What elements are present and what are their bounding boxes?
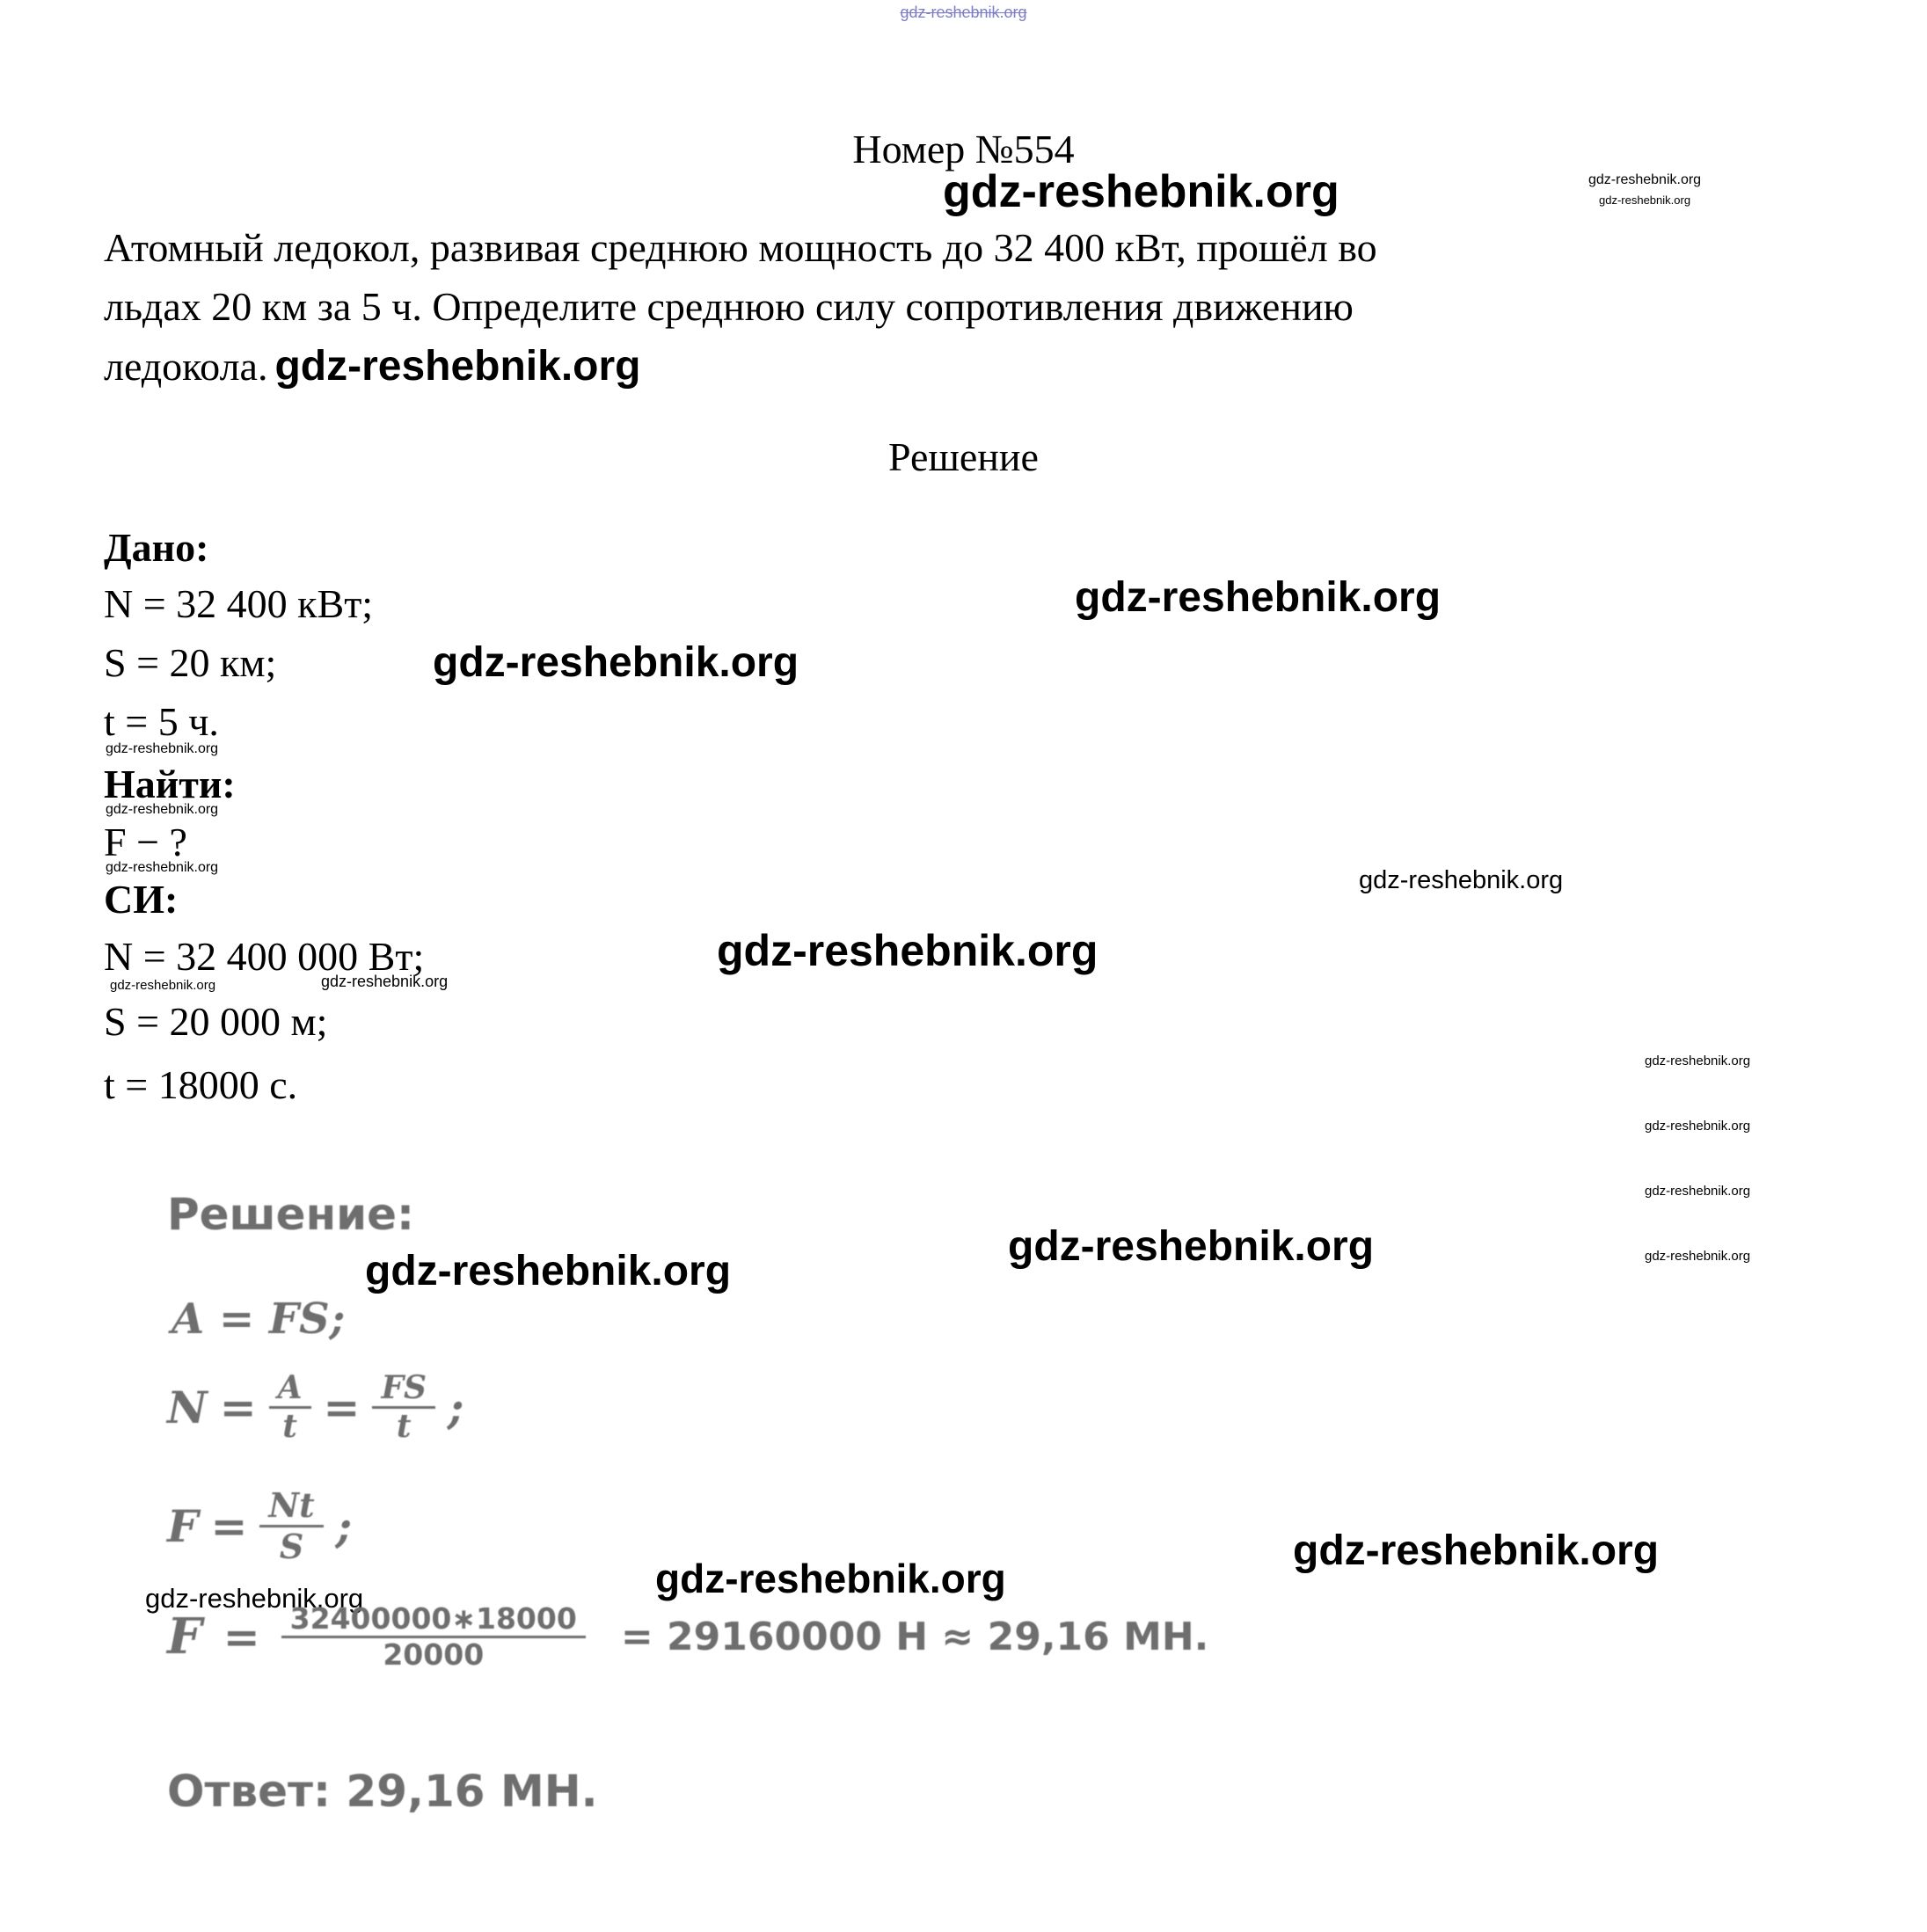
formula-power-end: ; — [448, 1382, 464, 1434]
si-label: СИ: — [104, 877, 179, 922]
page-title: Номер №554 — [852, 127, 1075, 171]
formula-power-frac2 — [372, 1370, 435, 1446]
given-label: Дано: — [104, 525, 209, 570]
find-label: Найти: — [104, 762, 236, 806]
problem-line-3 — [104, 339, 641, 394]
given-item-t: t = 5 ч. — [104, 699, 219, 744]
formula-power-frac1 — [269, 1370, 311, 1446]
si-item-n: N = 32 400 000 Вт; — [104, 934, 425, 979]
problem-line-1: Атомный ледокол, развивая среднюю мощность до 32 400 кВт, прошёл во — [104, 225, 1377, 270]
watermark-tiny-3: gdz-reshebnik.org — [106, 860, 219, 875]
frac-numerator: A — [277, 1369, 303, 1406]
watermark-right-of-given-n: gdz-reshebnik.org — [1075, 574, 1442, 621]
formula-power-lhs: N — [167, 1382, 208, 1434]
formula-force — [167, 1486, 352, 1565]
watermark-after-given-s: gdz-reshebnik.org — [433, 639, 799, 686]
solution-heading: Решение — [888, 434, 1039, 479]
watermark-mid-bold-2: gdz-reshebnik.org — [1008, 1223, 1375, 1270]
frac-denominator: S — [259, 1525, 323, 1566]
formula-power — [167, 1370, 464, 1446]
formula-power-eq2: = — [323, 1382, 361, 1434]
frac-numerator: FS — [381, 1369, 427, 1406]
watermark-mid-bold-1: gdz-reshebnik.org — [365, 1248, 732, 1294]
watermark-lower-medium: gdz-reshebnik.org — [145, 1583, 364, 1614]
watermark-header-bold: gdz-reshebnik.org — [943, 166, 1339, 217]
formula-work: A = FS; — [172, 1294, 346, 1344]
frac-numerator: 32400000∗18000 — [289, 1601, 577, 1636]
formula-final-lhs: F — [167, 1608, 202, 1666]
given-item-n: N = 32 400 кВт; — [104, 581, 374, 626]
watermark-tiny-1: gdz-reshebnik.org — [106, 741, 219, 756]
given-item-s: S = 20 км; — [104, 640, 277, 685]
formula-force-end: ; — [335, 1499, 353, 1552]
frac-denominator: 20000 — [281, 1636, 586, 1672]
watermark-top: gdz-reshebnik.org — [900, 4, 1027, 21]
watermark-right-tiny-2: gdz-reshebnik.org — [1645, 1119, 1751, 1134]
frac-denominator: t — [372, 1406, 435, 1445]
formula-final-result: = 29160000 Н ≈ 29,16 МН. — [620, 1614, 1209, 1659]
watermark-center-si: gdz-reshebnik.org — [717, 926, 1099, 975]
answer-line: Ответ: 29,16 МН. — [167, 1766, 598, 1817]
formula-power-eq1: = — [219, 1382, 257, 1434]
watermark-tiny-2: gdz-reshebnik.org — [106, 802, 219, 817]
watermark-right-tiny-4: gdz-reshebnik.org — [1645, 1249, 1751, 1264]
problem-line-3-text: ледокола. — [104, 344, 268, 389]
problem-line-2: льдах 20 км за 5 ч. Определите среднюю силу сопротивления движению — [104, 284, 1354, 329]
formula-final-frac — [281, 1602, 586, 1672]
watermark-tiny-4: gdz-reshebnik.org — [110, 978, 216, 993]
formula-force-frac — [259, 1486, 323, 1565]
watermark-lower-bold-2: gdz-reshebnik.org — [1293, 1527, 1660, 1574]
formula-force-lhs: F — [167, 1499, 199, 1552]
formula-final — [167, 1602, 1208, 1672]
si-item-t: t = 18000 с. — [104, 1062, 298, 1107]
formula-force-eq: = — [210, 1499, 248, 1552]
formula-final-eq: = — [223, 1610, 260, 1663]
frac-numerator: Nt — [268, 1485, 315, 1525]
watermark-tiny-5: gdz-reshebnik.org — [321, 973, 449, 990]
watermark-top-right-1: gdz-reshebnik.org — [1588, 172, 1702, 187]
frac-denominator: t — [269, 1406, 311, 1445]
scanned-solution-label: Решение: — [167, 1189, 415, 1240]
watermark-top-right-2: gdz-reshebnik.org — [1599, 193, 1691, 207]
find-item-f: F − ? — [104, 820, 187, 864]
watermark-right-tiny-3: gdz-reshebnik.org — [1645, 1184, 1751, 1199]
watermark-lower-bold-1: gdz-reshebnik.org — [655, 1556, 1006, 1601]
watermark-right-tiny-1: gdz-reshebnik.org — [1645, 1053, 1751, 1068]
watermark-inline-problem: gdz-reshebnik.org — [274, 343, 641, 390]
si-item-s: S = 20 000 м; — [104, 999, 328, 1044]
watermark-right-of-si: gdz-reshebnik.org — [1359, 866, 1564, 894]
